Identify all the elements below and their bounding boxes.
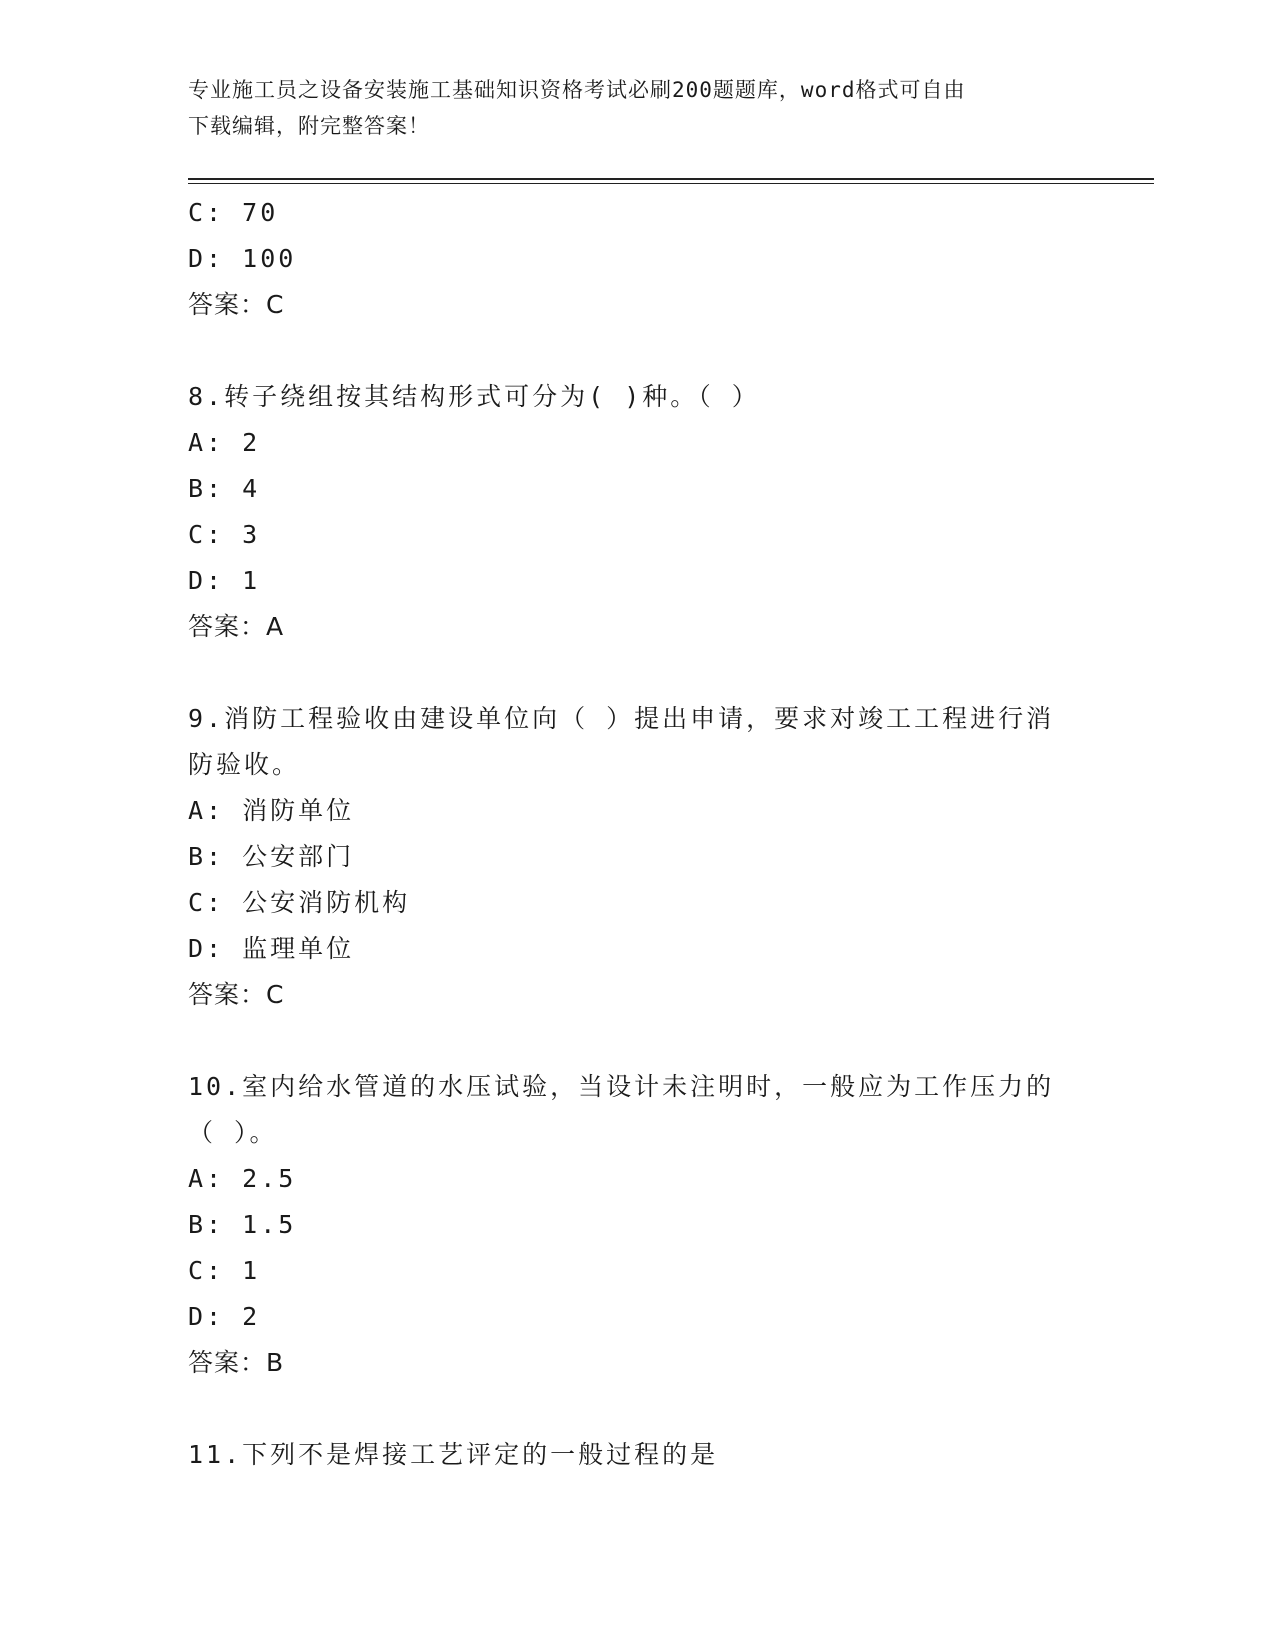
spacer	[188, 650, 1088, 696]
spacer	[188, 1386, 1088, 1432]
header-divider-thick	[188, 178, 1154, 180]
question-8-block	[188, 374, 1088, 650]
question-9-option-a: A: 消防单位	[188, 796, 355, 825]
question-8-option-c: C: 3	[188, 520, 261, 549]
question-list	[188, 190, 1088, 1478]
question-10-option-c: C: 1	[188, 1256, 261, 1285]
question-11-block	[188, 1432, 1088, 1478]
question-10-option-d: D: 2	[188, 1302, 261, 1331]
question-9-answer: 答案：C	[188, 980, 285, 1009]
question-11-text: 11.下列不是焊接工艺评定的一般过程的是	[188, 1440, 719, 1469]
question-7-option-d: D: 100	[188, 244, 297, 273]
question-8-answer: 答案：A	[188, 612, 285, 641]
question-8-option-a: A: 2	[188, 428, 261, 457]
question-9-option-b: B: 公安部门	[188, 842, 355, 871]
question-9-option-c: C: 公安消防机构	[188, 888, 411, 917]
question-9-text-line-1: 9.消防工程验收由建设单位向（ ）提出申请，要求对竣工工程进行消	[188, 704, 1055, 733]
header-line-1: 专业施工员之设备安装施工基础知识资格考试必刷200题题库，word格式可自由	[188, 78, 966, 102]
question-10-option-a: A: 2.5	[188, 1164, 297, 1193]
question-8-option-d: D: 1	[188, 566, 261, 595]
question-9-block	[188, 696, 1088, 1018]
question-7-option-c: C: 70	[188, 198, 279, 227]
question-9-option-d: D: 监理单位	[188, 934, 355, 963]
spacer	[188, 1018, 1088, 1064]
question-10-answer: 答案：B	[188, 1348, 285, 1377]
question-9-text-line-2: 防验收。	[188, 750, 301, 779]
question-7-block	[188, 190, 1088, 328]
question-10-block	[188, 1064, 1088, 1386]
header-line-2: 下载编辑，附完整答案！	[188, 114, 430, 138]
question-10-option-b: B: 1.5	[188, 1210, 297, 1239]
question-10-text-line-2: （ ）。	[188, 1118, 278, 1147]
question-7-answer: 答案：C	[188, 290, 285, 319]
question-10-text-line-1: 10.室内给水管道的水压试验，当设计未注明时，一般应为工作压力的	[188, 1072, 1055, 1101]
question-8-text: 8.转子绕组按其结构形式可分为( )种。（ ）	[188, 382, 760, 411]
question-8-option-b: B: 4	[188, 474, 261, 503]
spacer	[188, 328, 1088, 374]
document-header	[188, 72, 1068, 144]
header-divider-thin	[188, 183, 1154, 184]
